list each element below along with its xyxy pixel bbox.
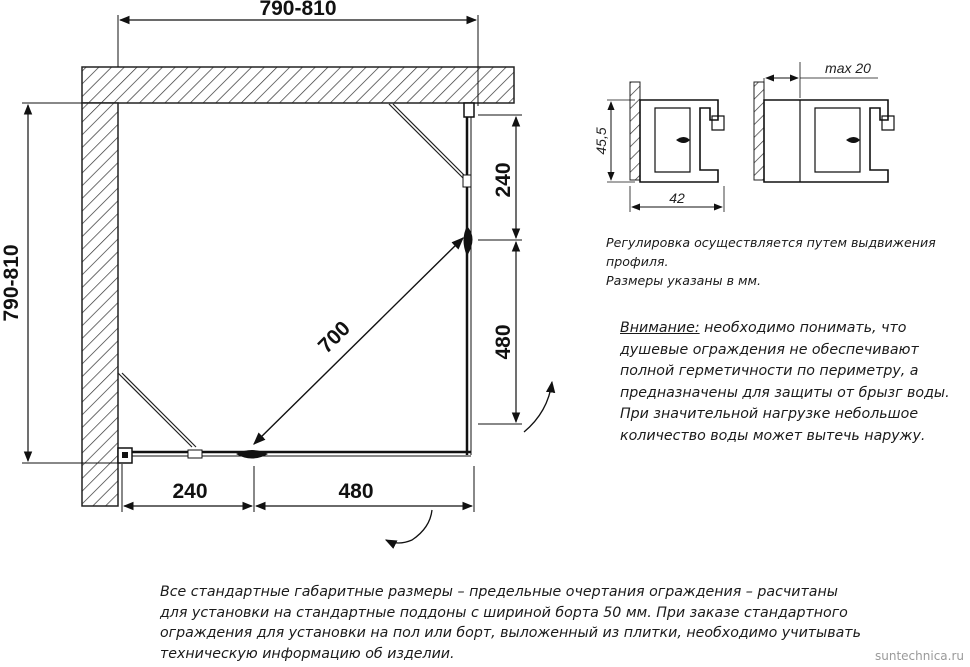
door-swing-arc-right xyxy=(524,382,552,432)
warning-line5: При значительной нагрузке небольшое xyxy=(620,406,919,422)
footer-line2: для установки на стандартные поддоны с шириной борта 50 мм. При заказе стандартного xyxy=(160,604,848,621)
adjustment-note xyxy=(606,233,966,290)
fixed-panel-top xyxy=(389,104,471,187)
fixed-panel-left xyxy=(118,373,202,458)
adjustment-note-line1: Регулировка осуществляется путем выдвижения xyxy=(606,235,936,250)
dimension-right-side xyxy=(478,115,522,424)
door-swing-arc-bottom xyxy=(386,510,432,543)
warning-note xyxy=(620,318,970,447)
warning-line6: количество воды может вытечь наружу. xyxy=(620,427,926,444)
wall-left xyxy=(82,103,118,506)
units-note: Размеры указаны в мм. xyxy=(606,273,761,288)
footer-line4: техническую информацию об изделии. xyxy=(160,645,455,662)
profile-width-label: 42 xyxy=(669,190,685,206)
profile-height-label: 45,5 xyxy=(593,127,609,155)
diagonal-label: 700 xyxy=(313,316,355,358)
warning-line4: предназначены для защиты от брызг воды. xyxy=(620,384,950,401)
footer-line3: ограждения для установки на пол или борт, выложенный из плитки, необходимо учитывать xyxy=(160,625,861,641)
profile-detail-left xyxy=(593,82,724,212)
dimension-diagonal xyxy=(254,238,463,444)
profile-detail-right xyxy=(754,60,894,182)
warning-line3: полной герметичности по периметру, а xyxy=(620,363,919,379)
enclosure-profile-bottom xyxy=(118,448,471,463)
max-adjustment-label: max 20 xyxy=(825,60,871,76)
bottom-left-label: 240 xyxy=(172,480,208,503)
footer-note xyxy=(160,582,920,664)
footer-line1: Все стандартные габаритные размеры – предельные очертания ограждения – расчитаны xyxy=(160,584,838,600)
warning-line1: необходимо понимать, что xyxy=(699,320,907,336)
warning-label: Внимание: xyxy=(620,320,700,336)
adjustment-note-line2: профиля. xyxy=(606,254,669,269)
warning-line2: душевые ограждения не обеспечивают xyxy=(620,341,919,358)
right-upper-label: 240 xyxy=(492,162,515,198)
top-width-label: 790-810 xyxy=(259,0,337,20)
dimension-bottom xyxy=(122,464,474,512)
watermark: suntechnica.ru xyxy=(875,649,964,663)
wall-top xyxy=(82,67,514,103)
bottom-right-label: 480 xyxy=(338,480,374,503)
right-lower-label: 480 xyxy=(492,324,515,360)
enclosure-profile-right xyxy=(464,103,474,455)
left-height-label: 790-810 xyxy=(0,244,23,322)
